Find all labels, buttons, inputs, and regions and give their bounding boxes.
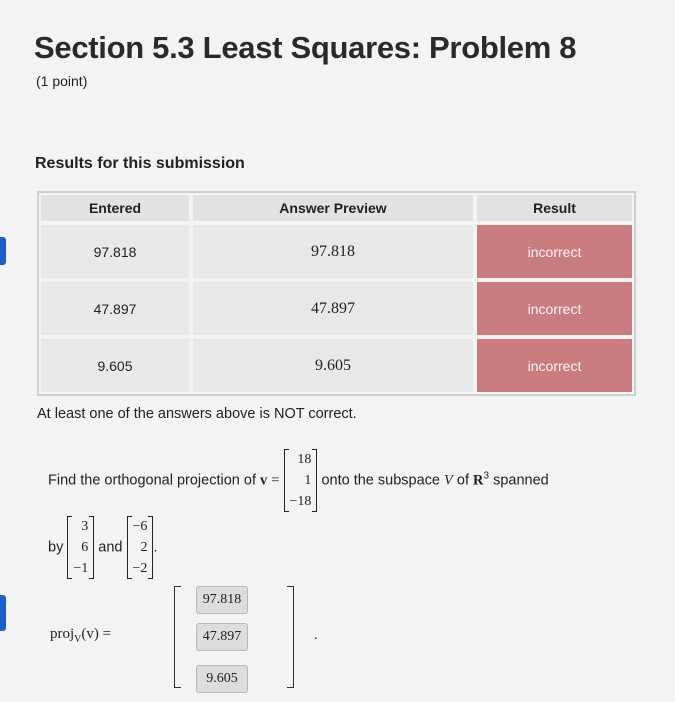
matrix-entry: −6 — [132, 519, 148, 534]
entered-cell: 47.897 — [39, 280, 191, 337]
answer-period: . — [314, 628, 318, 643]
equals-sign: = — [271, 472, 280, 489]
matrix-entry: −2 — [132, 561, 148, 576]
real-space-exponent: 3 — [483, 470, 490, 482]
problem-statement — [48, 449, 549, 512]
projection-label — [50, 626, 111, 645]
and-text: and — [98, 539, 123, 556]
preview-cell: 97.818 — [191, 223, 475, 280]
table-row — [39, 337, 634, 394]
results-heading: Results for this submission — [35, 155, 245, 172]
matrix-entry: 6 — [81, 540, 89, 555]
result-cell: incorrect — [475, 337, 634, 394]
table-row — [39, 223, 634, 280]
column-header-answer-preview: Answer Preview — [191, 193, 475, 223]
by-text: by — [48, 539, 64, 556]
entered-cell: 97.818 — [39, 223, 191, 280]
result-cell: incorrect — [475, 223, 634, 280]
matrix-entry: 18 — [297, 452, 312, 467]
submission-status-message: At least one of the answers above is NOT correct. — [37, 406, 357, 422]
column-header-result: Result — [475, 193, 634, 223]
vector-v-symbol: v — [260, 472, 268, 489]
spanned-text: spanned — [493, 472, 549, 489]
of-text: of — [456, 472, 469, 489]
matrix-entry: 3 — [81, 519, 89, 534]
results-table — [37, 191, 636, 396]
page-title: Section 5.3 Least Squares: Problem 8 — [34, 30, 577, 65]
answer-fields — [196, 580, 248, 702]
answer-right-bracket — [287, 586, 294, 688]
subspace-symbol: V — [444, 472, 453, 489]
preview-cell: 9.605 — [191, 337, 475, 394]
matrix-entry: −1 — [73, 561, 89, 576]
vector-v-matrix — [284, 449, 318, 512]
matrix-entry: 2 — [140, 540, 148, 555]
matrix-entry: −18 — [289, 494, 312, 509]
proj-text: proj — [50, 626, 75, 642]
answer-left-bracket — [174, 586, 181, 688]
points-label: (1 point) — [36, 73, 88, 89]
answer-input[interactable]: 47.897 — [196, 623, 248, 651]
column-header-entered: Entered — [39, 193, 191, 223]
preview-cell: 47.897 — [191, 280, 475, 337]
real-space-symbol: R — [473, 472, 484, 489]
entered-cell: 9.605 — [39, 337, 191, 394]
results-header-row — [39, 193, 634, 223]
spanning-vectors — [48, 516, 157, 579]
answer-input[interactable]: 9.605 — [196, 665, 248, 693]
proj-subscript: V — [74, 634, 82, 645]
problem-text-onto: onto the subspace — [321, 472, 440, 489]
result-cell: incorrect — [475, 280, 634, 337]
matrix-entry: 1 — [304, 473, 312, 488]
basis-vector-2-matrix — [127, 516, 154, 579]
basis-vector-1-matrix — [67, 516, 94, 579]
answer-input[interactable]: 97.818 — [196, 586, 248, 614]
left-edge-mark-top — [0, 237, 6, 265]
table-row — [39, 280, 634, 337]
problem-text-intro: Find the orthogonal projection of — [48, 472, 256, 489]
proj-argument: (v) = — [81, 626, 112, 642]
period: . — [153, 539, 158, 556]
left-edge-mark-bottom — [0, 595, 6, 631]
